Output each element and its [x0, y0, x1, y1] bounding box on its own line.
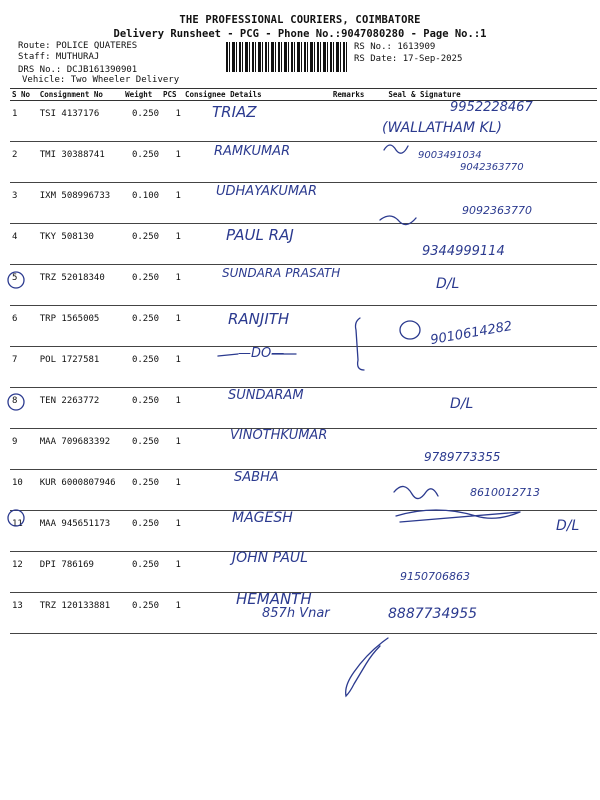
col-consignee: Consignee Details	[183, 89, 331, 101]
col-signature: Seal & Signature	[386, 89, 597, 101]
cell-sno: 3	[10, 183, 38, 224]
cell-pcs: 1	[161, 388, 183, 429]
hw-name-5: SUNDARA PRASATH	[222, 266, 341, 280]
bottom-signature	[346, 638, 388, 696]
table-row	[10, 224, 597, 265]
cell-consignment: MAA 709683392	[38, 429, 123, 470]
cell-pcs: 1	[161, 265, 183, 306]
hw-note-4: 9344999114	[422, 244, 505, 259]
col-remarks: Remarks	[331, 89, 387, 101]
cell-pcs: 1	[161, 511, 183, 552]
rs-date: RS Date: 17-Sep-2025	[354, 54, 463, 64]
cell-pcs: 1	[161, 224, 183, 265]
cell-weight: 0.250	[123, 347, 161, 388]
hw-note-9: 9789773355	[424, 450, 501, 464]
hw-name-9: VINOTHKUMAR	[230, 428, 328, 443]
cell-consignment: MAA 945651173	[38, 511, 123, 552]
cell-consignment: TKY 508130	[38, 224, 123, 265]
cell-weight: 0.250	[123, 101, 161, 142]
cell-sno: 12	[10, 552, 38, 593]
hw-name-3: UDHAYAKUMAR	[216, 184, 317, 199]
cell-sno: 7	[10, 347, 38, 388]
cell-consignment: KUR 6000807946	[38, 470, 123, 511]
cell-sno: 5	[10, 265, 38, 306]
hw-note-6: 9010614282	[429, 318, 514, 349]
hw-name-12: JOHN PAUL	[232, 550, 308, 566]
cell-consignment: TMI 30388741	[38, 142, 123, 183]
cell-weight: 0.250	[123, 388, 161, 429]
cell-pcs: 1	[161, 593, 183, 634]
cell-sno: 10	[10, 470, 38, 511]
cell-consignment: TSI 4137176	[38, 101, 123, 142]
cell-remarks	[331, 470, 387, 511]
cell-pcs: 1	[161, 101, 183, 142]
cell-remarks	[331, 224, 387, 265]
hw-name-2: RAMKUMAR	[214, 144, 291, 159]
cell-remarks	[331, 306, 387, 347]
runsheet-subtitle: Delivery Runsheet - PCG - Phone No.:9047080280 - Page No.:1	[113, 28, 487, 40]
cell-signature	[386, 388, 597, 429]
cell-consignment: IXM 508996733	[38, 183, 123, 224]
hw-name-8: SUNDARAM	[228, 388, 304, 403]
cell-sno: 6	[10, 306, 38, 347]
cell-remarks	[331, 593, 387, 634]
cell-weight: 0.250	[123, 429, 161, 470]
cell-sno: 8	[10, 388, 38, 429]
col-pcs: PCS	[161, 89, 183, 101]
cell-sno: 11	[10, 511, 38, 552]
cell-consignment: TRZ 52018340	[38, 265, 123, 306]
cell-consignment: TRP 1565005	[38, 306, 123, 347]
hw-note-12: 9150706863	[400, 570, 470, 583]
table-row	[10, 347, 597, 388]
route-label: Route: POLICE QUATERES	[18, 41, 138, 51]
cell-remarks	[331, 101, 387, 142]
hw-note-11: D/L	[556, 518, 580, 534]
cell-signature	[386, 347, 597, 388]
cell-sno: 1	[10, 101, 38, 142]
vehicle-label: Vehicle: Two Wheeler Delivery	[22, 75, 180, 85]
cell-pcs: 1	[161, 347, 183, 388]
hw-name-13: HEMANTH	[236, 590, 312, 608]
hw-note-1b: (WALLATHAM KL)	[382, 120, 502, 136]
hw-name-4: PAUL RAJ	[226, 226, 294, 244]
col-weight: Weight	[123, 89, 161, 101]
cell-weight: 0.250	[123, 593, 161, 634]
cell-remarks	[331, 552, 387, 593]
hw-note-13: 8887734955	[388, 606, 478, 622]
cell-weight: 0.250	[123, 224, 161, 265]
hw-note-13b: 857h Vnar	[262, 606, 330, 621]
barcode	[226, 42, 348, 72]
cell-sno: 13	[10, 593, 38, 634]
cell-remarks	[331, 142, 387, 183]
cell-pcs: 1	[161, 183, 183, 224]
hw-note-3: 9092363770	[462, 204, 532, 217]
cell-pcs: 1	[161, 470, 183, 511]
hw-note-10: 8610012713	[470, 486, 540, 499]
cell-sno: 4	[10, 224, 38, 265]
staff-label: Staff: MUTHURAJ	[18, 52, 100, 62]
cell-weight: 0.250	[123, 552, 161, 593]
cell-pcs: 1	[161, 429, 183, 470]
cell-remarks	[331, 511, 387, 552]
rs-number: RS No.: 1613909	[354, 42, 436, 52]
hw-note-5: D/L	[436, 276, 460, 292]
table-header-row	[10, 89, 597, 101]
table-row	[10, 511, 597, 552]
cell-consignment: TRZ 120133881	[38, 593, 123, 634]
cell-weight: 0.250	[123, 470, 161, 511]
hw-name-6: RANJITH	[228, 310, 290, 328]
cell-weight: 0.100	[123, 183, 161, 224]
hw-note-2b: 9042363770	[460, 162, 524, 173]
cell-consignment: TEN 2263772	[38, 388, 123, 429]
col-consignment: Consignment No	[38, 89, 123, 101]
hw-name-11: MAGESH	[232, 510, 293, 526]
cell-consignment: DPI 786169	[38, 552, 123, 593]
hw-note-8: D/L	[450, 396, 474, 412]
cell-weight: 0.250	[123, 511, 161, 552]
cell-remarks	[331, 183, 387, 224]
hw-note-1: 9952228467	[450, 100, 533, 115]
cell-pcs: 1	[161, 306, 183, 347]
cell-remarks	[331, 388, 387, 429]
cell-signature	[386, 265, 597, 306]
cell-consignment: POL 1727581	[38, 347, 123, 388]
cell-pcs: 1	[161, 552, 183, 593]
cell-sno: 2	[10, 142, 38, 183]
hw-note-2: 9003491034	[418, 150, 482, 161]
cell-weight: 0.250	[123, 142, 161, 183]
cell-pcs: 1	[161, 142, 183, 183]
cell-signature	[386, 183, 597, 224]
hw-name-10: SABHA	[234, 470, 279, 485]
col-sno: S No	[10, 89, 38, 101]
cell-weight: 0.250	[123, 265, 161, 306]
drs-label: DRS No.: DCJB161390901	[18, 65, 138, 75]
cell-remarks	[331, 429, 387, 470]
cell-weight: 0.250	[123, 306, 161, 347]
cell-sno: 9	[10, 429, 38, 470]
company-title: THE PROFESSIONAL COURIERS, COIMBATORE	[179, 14, 421, 26]
cell-remarks	[331, 347, 387, 388]
hw-name-7: —DO—	[238, 346, 285, 361]
hw-name-1: TRIAZ	[212, 103, 257, 121]
